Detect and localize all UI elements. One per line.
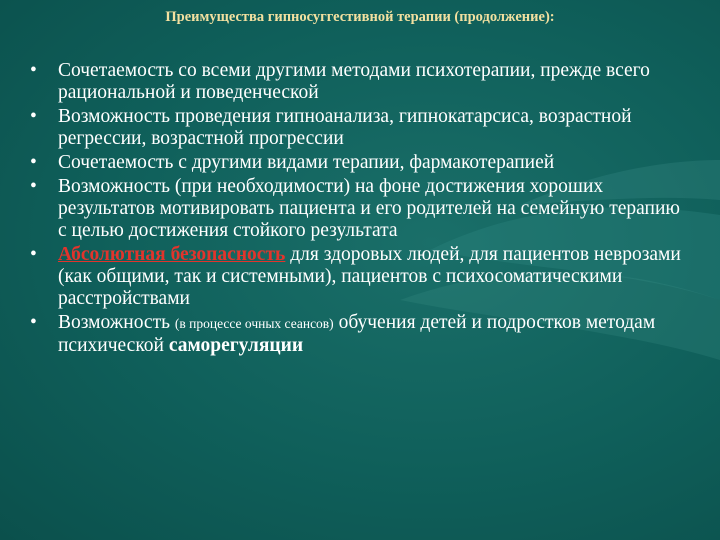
bullet-icon: • [30, 60, 37, 81]
list-item [30, 60, 690, 104]
bullet-icon: • [30, 312, 37, 333]
item-text-continued: обучения детей и подростков методам психической [58, 312, 656, 356]
item-text: Возможность проведения гипноанализа, гипнокатарсиса, возрастной регрессии, возрастной прогрессии [58, 106, 632, 149]
item-text: Возможность [58, 312, 175, 333]
list-item [30, 106, 690, 150]
list-item [30, 244, 690, 310]
small-note: (в процессе очных сеансов) [174, 316, 334, 331]
list-item [30, 176, 690, 242]
item-text: Сочетаемость со всеми другими методами психотерапии, прежде всего рациональной и поведенческой [58, 60, 650, 103]
highlight-text: Абсолютная безопасность [58, 244, 286, 265]
bold-term: саморегуляции [168, 335, 304, 356]
slide-title: Преимущества гипносуггестивной терапии (продолжение): [165, 9, 555, 25]
bullet-list [30, 60, 690, 359]
bullet-icon: • [30, 152, 37, 173]
list-item [30, 152, 690, 174]
bullet-icon: • [30, 106, 37, 127]
item-text: для здоровых людей, для пациентов неврозами (как общими, так и системными), пациентов с психосоматическими расстройствами [58, 244, 681, 309]
bullet-icon: • [30, 244, 37, 265]
list-item [30, 312, 690, 357]
bullet-icon: • [30, 176, 37, 197]
item-text: Возможность (при необходимости) на фоне достижения хороших результатов мотивировать пациента и его родителей на семейную терапию с целью достижения стойкого результата [58, 176, 680, 241]
item-text: Сочетаемость с другими видами терапии, фармакотерапией [58, 152, 555, 173]
